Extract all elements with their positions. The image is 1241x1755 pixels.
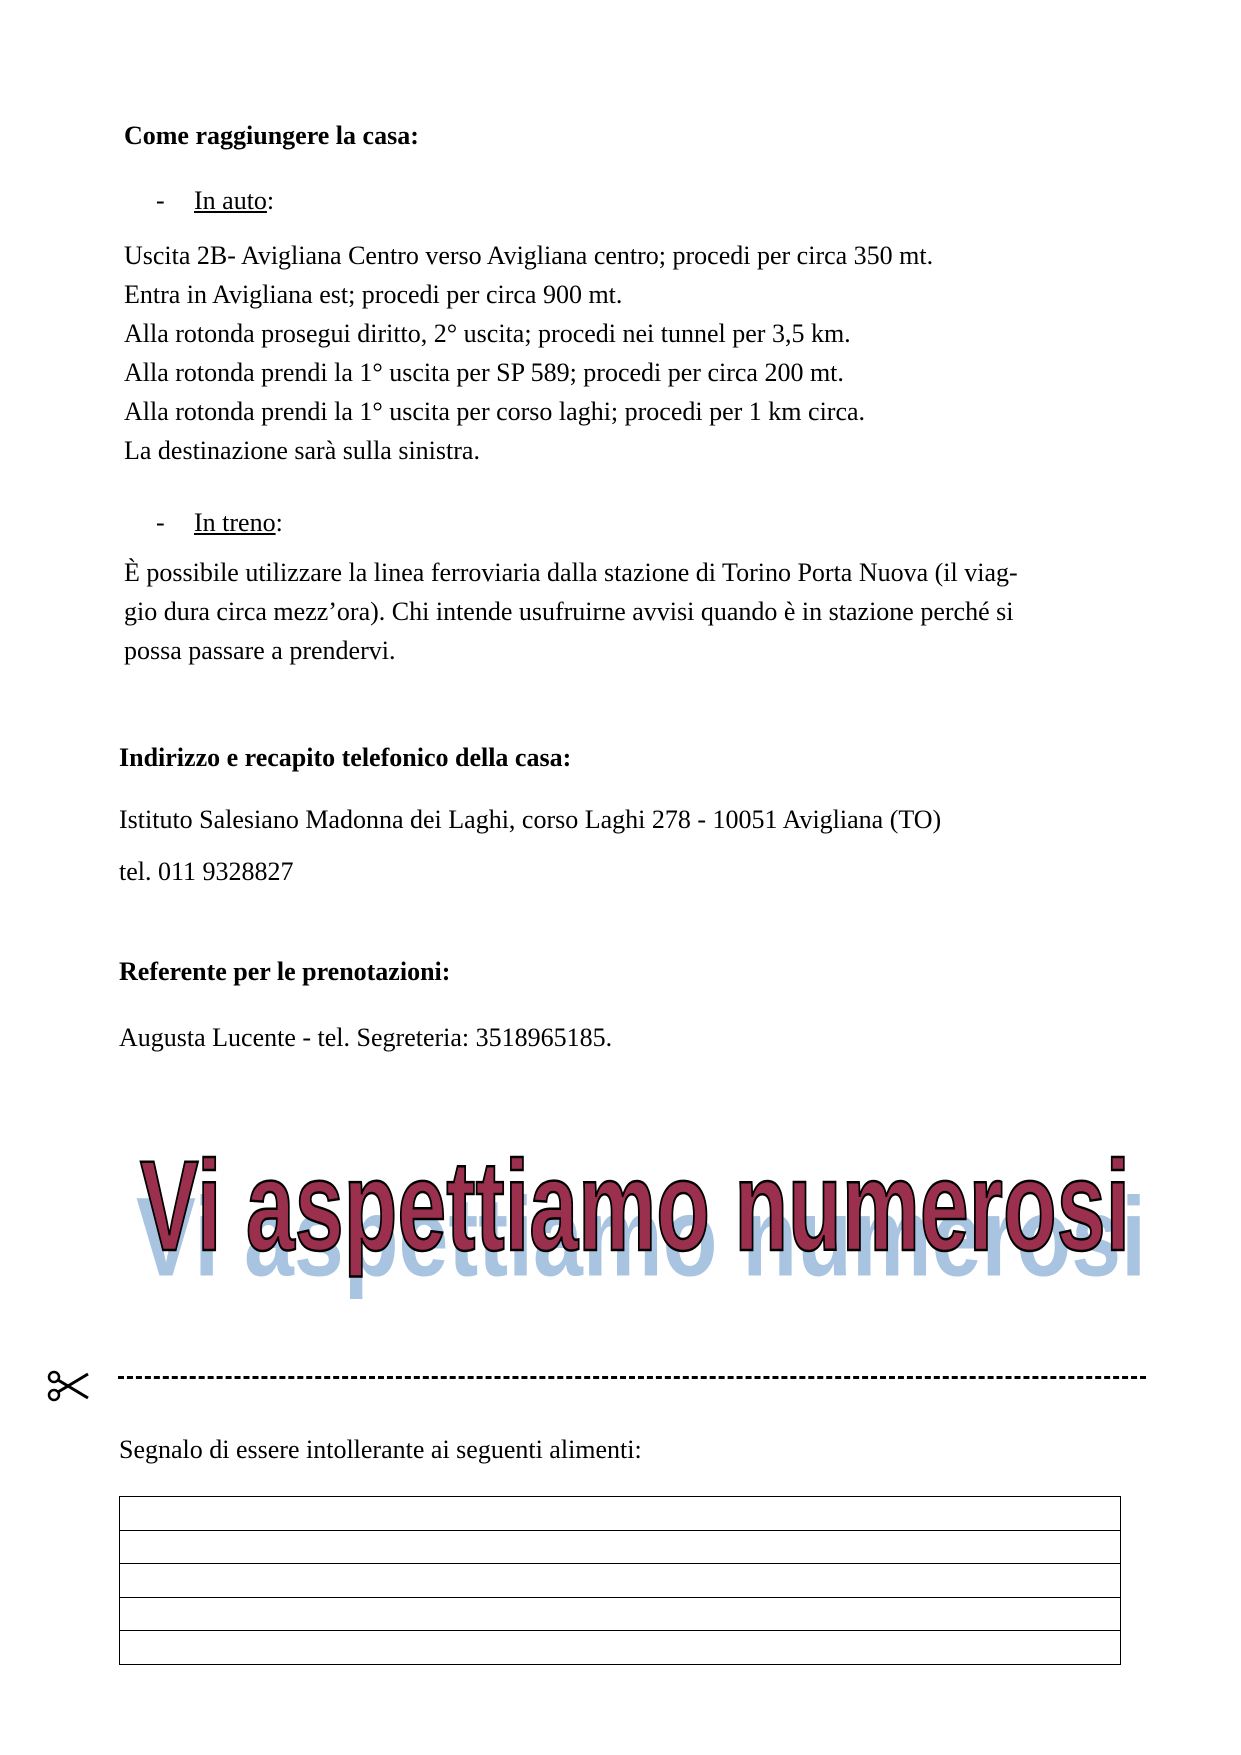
intolerance-prompt: Segnalo di essere intollerante ai seguenti alimenti: [119,1435,642,1464]
booking-heading: Referente per le prenotazioni: [119,957,451,986]
welcome-banner [120,1100,1150,1320]
directions-heading: Come raggiungere la casa: [124,121,419,150]
car-bullet-label: In auto [194,186,267,215]
train-bullet-suffix: : [275,508,283,537]
booking-contact: Augusta Lucente - tel. Segreteria: 3518965185. [119,1023,613,1052]
intolerance-cell[interactable] [120,1564,1121,1598]
car-direction-line: Uscita 2B- Avigliana Centro verso Avigliana centro; procedi per circa 350 mt. [124,241,934,270]
car-direction-line: Alla rotonda prosegui diritto, 2° uscita; procedi nei tunnel per 3,5 km. [124,319,851,348]
intolerance-row [120,1564,1121,1598]
address-phone: tel. 011 9328827 [119,857,294,886]
intolerance-cell[interactable] [120,1497,1121,1531]
intolerance-row [120,1597,1121,1631]
welcome-banner-text: Vi aspettiamo numerosi [140,1135,1130,1278]
intolerance-row [120,1530,1121,1564]
car-direction-line: Alla rotonda prendi la 1° uscita per SP 589; procedi per circa 200 mt. [124,358,844,387]
train-direction-line: È possibile utilizzare la linea ferroviaria dalla stazione di Torino Porta Nuova (il viag- [124,558,1018,587]
intolerance-cell[interactable] [120,1631,1121,1665]
intolerance-row [120,1631,1121,1665]
address-heading: Indirizzo e recapito telefonico della casa: [119,743,572,772]
car-directions [124,236,933,470]
train-bullet [156,508,283,538]
welcome-banner-shadow: Vi aspettiamo numerosi [135,1175,1146,1300]
train-directions [124,553,1018,670]
car-direction-line: Entra in Avigliana est; procedi per circa 900 mt. [124,280,623,309]
cut-line [118,1376,1146,1379]
train-bullet-label: In treno [194,508,276,537]
car-direction-line: La destinazione sarà sulla sinistra. [124,436,480,465]
car-direction-line: Alla rotonda prendi la 1° uscita per corso laghi; procedi per 1 km circa. [124,397,866,426]
scissors-icon [46,1366,92,1406]
car-bullet-suffix: : [266,186,275,215]
welcome-banner-art [120,1100,1150,1320]
intolerance-row [120,1497,1121,1531]
intolerance-cell[interactable] [120,1597,1121,1631]
intolerance-cell[interactable] [120,1530,1121,1564]
train-direction-line: gio dura circa mezz’ora). Chi intende usufruirne avvisi quando è in stazione perché si [124,597,1014,626]
train-bullet-dash: - [156,508,165,537]
address-line: Istituto Salesiano Madonna dei Laghi, corso Laghi 278 - 10051 Avigliana (TO) [119,805,942,834]
train-direction-line: possa passare a prendervi. [124,636,396,665]
intolerance-table [119,1496,1121,1665]
car-bullet-dash: - [156,186,165,215]
car-bullet [156,186,274,216]
